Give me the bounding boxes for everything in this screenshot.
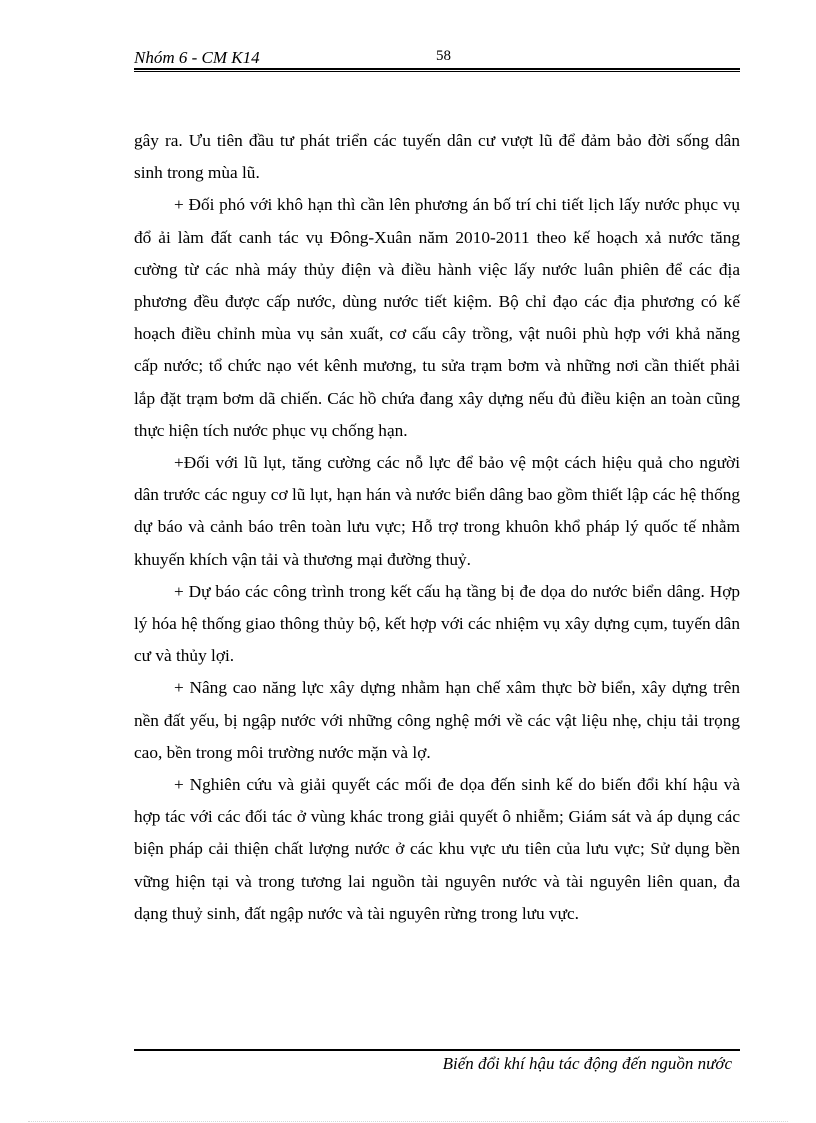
page-bottom-edge bbox=[28, 1121, 788, 1122]
footer-title: Biến đổi khí hậu tác động đến nguồn nước bbox=[442, 1054, 732, 1073]
paragraph-research-cooperation: + Nghiên cứu và giải quyết các mối đe dọa đến sinh kế do biến đổi khí hậu và hợp tác với các đối tác ở vùng khác trong giải quyết ô nhiễm; Giám sát và áp dụng các biện pháp cải thiện chất lượng nước ở các khu vực ưu tiên của lưu vực; Sử dụng bền vững hiện tại và trong tương lai nguồn tài nguyên nước và tài nguyên liên quan, đa dạng thuỷ sinh, đất ngập nước và tài nguyên rừng trong lưu vực. bbox=[134, 775, 740, 923]
header-group-label: Nhóm 6 - CM K14 bbox=[134, 48, 260, 67]
paragraph-continuation: gây ra. Ưu tiên đầu tư phát triển các tuyến dân cư vượt lũ để đảm bảo đời sống dân sinh trong mùa lũ. bbox=[134, 131, 740, 183]
header-divider bbox=[134, 68, 740, 72]
paragraph-infrastructure-forecast: + Dự báo các công trình trong kết cấu hạ tầng bị đe dọa do nước biển dâng. Hợp lý hóa hệ thống giao thông thủy bộ, kết hợp với các nhiệm vụ xây dựng cụm, tuyến dân cư và thủy lợi. bbox=[134, 581, 740, 666]
paragraph-construction-capacity: + Nâng cao năng lực xây dựng nhằm hạn chế xâm thực bờ biển, xây dựng trên nền đất yếu, bị ngập nước với những công nghệ mới về các vật liệu nhẹ, chịu tải trọng cao, bền trong môi trường nước mặn và lợ. bbox=[134, 678, 740, 762]
footer-divider bbox=[134, 1049, 740, 1051]
paragraph-flood-response: +Đối với lũ lụt, tăng cường các nỗ lực để bảo vệ một cách hiệu quả cho người dân trước các nguy cơ lũ lụt, hạn hán và nước biển dâng bao gồm thiết lập các hệ thống dự báo và cảnh báo trên toàn lưu vực; Hỗ trợ trong khuôn khổ pháp lý quốc tế nhằm khuyến khích vận tải và thương mại đường thuỷ. bbox=[134, 453, 740, 569]
page-number: 58 bbox=[436, 48, 451, 64]
paragraph-drought-response: + Đối phó với khô hạn thì cần lên phương án bố trí chi tiết lịch lấy nước phục vụ đổ ải làm đất canh tác vụ Đông-Xuân năm 2010-2011 theo kế hoạch xả nước tăng cường từ các nhà máy thủy điện và điều hành việc lấy nước luân phiên để các địa phương đều được cấp nước, dùng nước tiết kiệm. Bộ chỉ đạo các địa phương có kế hoạch điều chỉnh mùa vụ sản xuất, cơ cấu cây trồng, vật nuôi phù hợp với khả năng cấp nước; tổ chức nạo vét kênh mương, tu sửa trạm bơm và những nơi cần thiết phải lắp đặt trạm bơm dã chiến. Các hồ chứa đang xây dựng nếu đủ điều kiện an toàn cũng thực hiện tích nước phục vụ chống hạn. bbox=[134, 195, 740, 440]
body-text bbox=[134, 125, 740, 930]
